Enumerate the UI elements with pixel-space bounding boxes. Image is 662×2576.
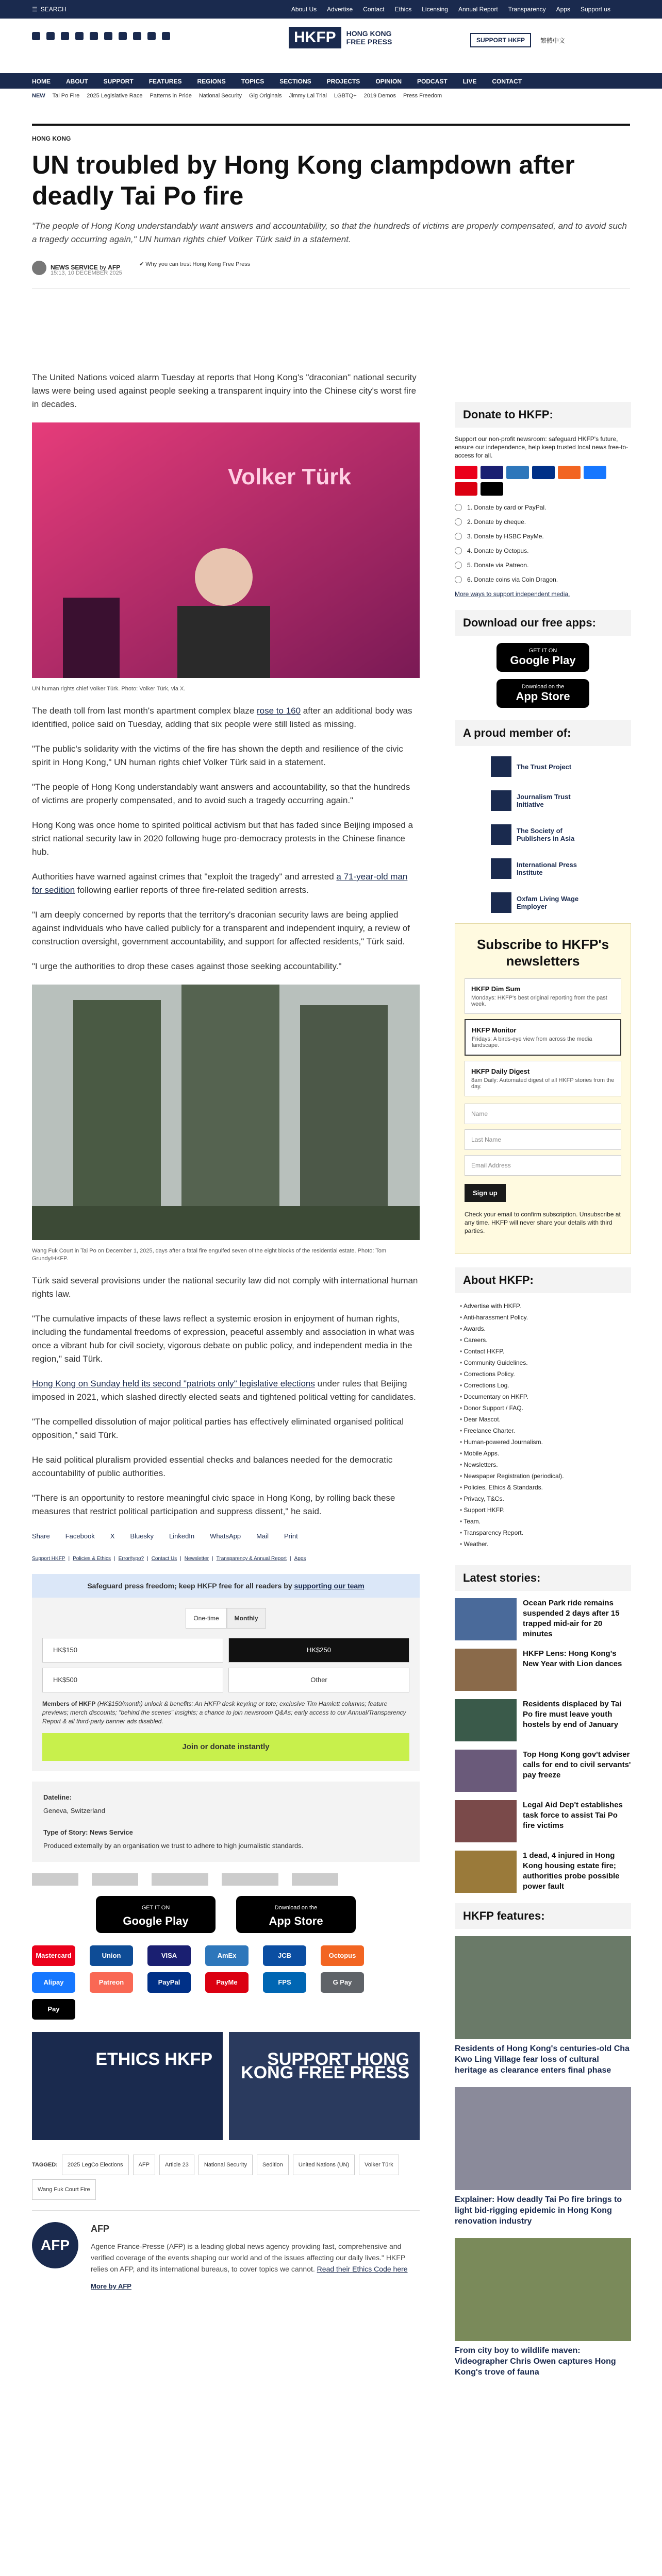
oxfam-logo <box>292 1873 338 1886</box>
latest-story[interactable] <box>455 1598 631 1640</box>
wang-fuk-court-photo <box>32 985 420 1240</box>
payment-logo: AmEx <box>205 1945 249 1966</box>
donate-option[interactable] <box>455 504 631 511</box>
share-link[interactable]: X <box>110 1532 115 1540</box>
paragraph: Hong Kong was once home to spirited political activism but that has faded since Beijing imposed a strict national security law in 2020 following huge pro-democracy protests in the Chinese finance hub. <box>32 820 413 857</box>
nav-item[interactable]: ABOUT <box>66 78 88 85</box>
dateline-value: Geneva, Switzerland <box>43 1807 105 1815</box>
footer-link: | <box>290 1556 291 1562</box>
tag-link[interactable]: Sedition <box>257 2155 289 2175</box>
tag-link[interactable]: Article 23 <box>159 2155 194 2175</box>
footer-link[interactable]: Apps <box>294 1556 306 1562</box>
paragraph: Hong Kong on Sunday held its second "patriots only" legislative elections under rules that Beijing imposed in 2021, which slashed directly elected seats and tightened political vetting for candidates. <box>32 1379 416 1402</box>
tag-link[interactable]: 2025 LegCo Elections <box>62 2155 129 2175</box>
feature-title: Residents of Hong Kong's centuries-old Cha Kwo Ling Village fear loss of cultural heritage as clearance enters final phase <box>455 2044 630 2075</box>
member-logo-icon <box>491 790 511 811</box>
payment-logo: PayPal <box>147 1972 191 1993</box>
bluesky-icon[interactable] <box>147 32 156 40</box>
about-link[interactable]: • Mobile Apps. <box>460 1448 631 1459</box>
rss-icon[interactable] <box>162 32 170 40</box>
top-link[interactable]: Annual Report <box>458 6 498 13</box>
death-toll-link[interactable]: rose to 160 <box>257 706 301 716</box>
newsletter-desc: Mondays: HKFP's best original reporting from the past week. <box>471 995 607 1007</box>
footer-link: | <box>114 1556 115 1562</box>
member-logo[interactable] <box>491 753 595 780</box>
nav-item[interactable]: LIVE <box>462 78 477 85</box>
footer-link[interactable]: Error/typo? <box>118 1556 144 1562</box>
sopa-logo <box>152 1873 208 1886</box>
feature-title: From city boy to wildlife maven: Videographer Chris Owen captures Hong Kong's trove of fauna <box>455 2346 616 2377</box>
features-heading: HKFP features: <box>455 1903 631 1929</box>
jti-logo <box>92 1873 138 1886</box>
newsletter-name: HKFP Dim Sum <box>471 985 521 993</box>
paragraph: "The people of Hong Kong understandably want answers and accountability, so that the hundreds of victims are properly compensated, and to avoid such a tragedy occurring again." <box>32 782 410 805</box>
donate-option-label: 5. Donate via Patreon. <box>467 562 529 569</box>
story-thumbnail <box>455 1649 517 1691</box>
newsletter-option[interactable] <box>465 1061 621 1096</box>
nav-item[interactable]: SECTIONS <box>279 78 311 85</box>
story-title: 1 dead, 4 injured in Hong Kong housing estate fire; authorities probe possible power fault <box>523 1851 620 1891</box>
story-type: Type of Story: News Service <box>43 1828 133 1836</box>
newsletter-note: Check your email to confirm subscription. Unsubscribe at any time. HKFP will never share your details with third parties. <box>465 1211 621 1234</box>
payment-logo: Patreon <box>90 1972 133 1993</box>
donate-banner: Safeguard press freedom; keep HKFP free for all readers by supporting our team <box>32 1574 420 1598</box>
subnav-item[interactable]: Press Freedom <box>403 93 442 99</box>
member-logo[interactable] <box>491 889 595 916</box>
top-bar <box>0 0 662 19</box>
share-link[interactable]: Bluesky <box>130 1532 154 1540</box>
main-nav <box>0 73 662 89</box>
paypal-icon <box>532 466 555 479</box>
amount-option[interactable]: HK$150 <box>42 1638 223 1663</box>
email-input[interactable]: Email Address <box>465 1155 621 1176</box>
agency-link[interactable]: AFP <box>108 264 121 272</box>
trust-project-logo <box>32 1873 78 1886</box>
member-name: Oxfam Living Wage Employer <box>517 895 579 910</box>
footer-link: | <box>68 1556 70 1562</box>
about-link[interactable]: • Dear Mascot. <box>460 1414 631 1425</box>
tags: TAGGED: 2025 LegCo Elections AFP Article 23 National Security Sedition United Nations (UN) Volker Türk Wang Fuk Court Fire <box>32 2155 420 2200</box>
about-link[interactable]: • Contact HKFP. <box>460 1346 631 1357</box>
donate-option-label: 3. Donate by HSBC PayMe. <box>467 533 544 540</box>
story-title: HKFP Lens: Hong Kong's New Year with Lion dances <box>523 1649 622 1668</box>
newsletter-desc: Fridays: A birds-eye view from across the media landscape. <box>472 1036 592 1048</box>
nav-item[interactable]: FEATURES <box>148 78 182 85</box>
language-link[interactable]: 繁體中文 <box>540 37 566 44</box>
about-link[interactable]: • Corrections Policy. <box>460 1368 631 1380</box>
member-logos <box>455 753 631 916</box>
paragraph: "There is an opportunity to restore meaningful civic space in Hong Kong, by rolling back these measures that restrict political participation and suppress dissent," he said. <box>32 1493 395 1516</box>
member-heading: A proud member of: <box>455 720 631 746</box>
amount-options <box>42 1638 409 1692</box>
section-kicker[interactable]: HONG KONG <box>32 135 71 142</box>
payment-logo: G Pay <box>321 1972 364 1993</box>
linkedin-icon[interactable] <box>104 32 112 40</box>
tag-link[interactable]: Wang Fuk Court Fire <box>32 2179 96 2200</box>
about-link[interactable]: • Documentary on HKFP. <box>460 1391 631 1402</box>
signup-button[interactable]: Sign up <box>465 1184 506 1202</box>
top-link[interactable]: Apps <box>556 6 570 13</box>
search-icon: ☰ <box>32 6 38 13</box>
about-link[interactable]: • Team. <box>460 1516 631 1527</box>
footer-link[interactable]: Transparency & Annual Report <box>216 1556 287 1562</box>
share-link[interactable]: Print <box>284 1532 298 1540</box>
top-links <box>291 6 610 13</box>
donate-options <box>455 504 631 583</box>
nav-item[interactable]: PODCAST <box>417 78 448 85</box>
name-input[interactable]: Name <box>465 1104 621 1124</box>
member-logo[interactable] <box>491 787 595 814</box>
byline: NEWS SERVICE by AFP 15:13, 10 DECEMBER 2025 <box>32 261 120 275</box>
payment-logo: Octopus <box>321 1945 364 1966</box>
about-link[interactable]: • Freelance Charter. <box>460 1425 631 1436</box>
about-heading: About HKFP: <box>455 1267 631 1293</box>
more-by-author-link[interactable]: More by AFP <box>91 2282 131 2290</box>
google-play-badge[interactable]: GET IT ON Google Play <box>496 643 589 672</box>
story-type-desc: Produced externally by an organisation we trust to adhere to high journalistic standards. <box>43 1842 304 1850</box>
member-logo[interactable] <box>491 821 595 848</box>
about-link[interactable]: • Privacy, T&Cs. <box>460 1493 631 1504</box>
article-image-volker-turk <box>32 422 420 682</box>
member-name: Journalism Trust Initiative <box>517 793 571 808</box>
latest-stories <box>455 1598 631 1893</box>
about-link[interactable]: • Support HKFP. <box>460 1504 631 1516</box>
donate-option-label: 2. Donate by cheque. <box>467 518 526 526</box>
tag-link[interactable]: Volker Türk <box>359 2155 399 2175</box>
search-button[interactable]: ☰ SEARCH <box>32 6 67 13</box>
subnav-item[interactable]: Jimmy Lai Trial <box>289 93 327 99</box>
author-avatar <box>32 261 46 275</box>
latest-story[interactable] <box>455 1649 631 1691</box>
about-link[interactable]: • Donor Support / FAQ. <box>460 1402 631 1414</box>
subnav-item[interactable]: 2025 Legislative Race <box>87 93 143 99</box>
frequency-toggle <box>42 1608 409 1629</box>
promo-videos <box>32 2032 420 2140</box>
latest-story[interactable] <box>455 1750 631 1792</box>
newsletter-option[interactable] <box>465 978 621 1014</box>
dateline-box: Dateline: Geneva, Switzerland Type of Story: News Service Produced externally by an organisation we trust to adhere to high journalistic standards. <box>32 1782 420 1862</box>
paragraph: "The compelled dissolution of major political parties has effectively eliminated organised political opposition," said Türk. <box>32 1417 404 1440</box>
visa-icon <box>481 466 503 479</box>
radio-icon <box>455 533 462 540</box>
paragraph: "The cumulative impacts of these laws reflect a systemic erosion in enjoyment of human rights, including the fundamental freedoms of expression, peaceful assembly and association in what was once a vibrant hub for civil society, vigorous debate on public policy, and independent media in the region," said Türk. <box>32 1314 415 1364</box>
footer-link[interactable]: Policies & Ethics <box>73 1556 111 1562</box>
support-team-link[interactable]: supporting our team <box>294 1582 365 1590</box>
newsletter-desc: 8am Daily: Automated digest of all HKFP stories from the day. <box>471 1077 615 1090</box>
top-link[interactable]: Support us <box>580 6 610 13</box>
more-ways-link[interactable]: More ways to support independent media. <box>455 590 570 598</box>
top-link[interactable]: About Us <box>291 6 317 13</box>
radio-icon <box>455 518 462 526</box>
feature-thumbnail <box>455 2238 631 2341</box>
share-link[interactable]: Facebook <box>65 1532 95 1540</box>
top-link[interactable]: Transparency <box>508 6 546 13</box>
paragraph: Authorities have warned against crimes that "exploit the tragedy" and arrested a 71-year-old man for sedition following earlier reports of three fire-related sedition arrests. <box>32 872 408 895</box>
payment-logo: Pay <box>32 1999 75 2020</box>
paragraph: He said political pluralism provided essential checks and balances needed for the democratic accountability of public authorities. <box>32 1455 393 1478</box>
support-hkfp-button[interactable]: SUPPORT HKFP <box>470 33 531 47</box>
about-link[interactable]: • Newsletters. <box>460 1459 631 1470</box>
story-thumbnail <box>455 1851 517 1893</box>
image-caption: Wang Fuk Court in Tai Po on December 1, 2025, days after a fatal fire engulfed seven of the eight blocks of the residential estate. Photo: Tom Grundy/HKFP. <box>32 1248 387 1262</box>
payme-icon <box>455 482 477 496</box>
nav-item[interactable]: OPINION <box>375 78 402 85</box>
nav-item[interactable]: TOPICS <box>241 78 264 85</box>
feature-thumbnail <box>455 1936 631 2039</box>
latest-story[interactable] <box>455 1699 631 1741</box>
latest-story[interactable] <box>455 1800 631 1842</box>
ethics-code-link[interactable]: Read their Ethics Code here <box>317 2265 408 2273</box>
footer-link[interactable]: Contact Us <box>151 1556 177 1562</box>
radio-icon <box>455 504 462 511</box>
about-link[interactable]: • Anti-harassment Policy. <box>460 1312 631 1323</box>
app-store-badge[interactable]: Download on the App Store <box>496 679 589 708</box>
member-name: The Trust Project <box>517 762 572 771</box>
radio-icon <box>455 576 462 583</box>
newsletter-signup <box>455 923 631 1254</box>
story-title: Legal Aid Dep't establishes task force to assist Tai Po fire victims <box>523 1801 623 1830</box>
site-logo[interactable]: HKFP HONG KONG FREE PRESS <box>289 27 392 48</box>
footer-link: | <box>212 1556 213 1562</box>
member-logo-icon <box>491 892 511 913</box>
payment-methods <box>32 1945 420 2020</box>
footer-link: | <box>147 1556 148 1562</box>
newsletter-option[interactable] <box>465 1019 621 1056</box>
donate-option[interactable] <box>455 518 631 526</box>
sidebar <box>455 402 631 2389</box>
story-title: Residents displaced by Tai Po fire must leave youth hostels by end of January <box>523 1700 622 1729</box>
donate-option[interactable] <box>455 547 631 554</box>
donate-option[interactable] <box>455 562 631 569</box>
photo-backdrop-text: Volker Türk <box>228 464 351 489</box>
member-logo-icon <box>491 756 511 777</box>
last-name-input[interactable]: Last Name <box>465 1129 621 1150</box>
nav-item[interactable]: CONTACT <box>492 78 522 85</box>
youtube-icon[interactable] <box>90 32 98 40</box>
one-time-tab[interactable]: One-time <box>186 1608 226 1629</box>
sidebar-pay-logos <box>455 466 631 496</box>
subnav-item[interactable]: National Security <box>198 93 242 99</box>
ethics-promo[interactable]: ETHICS HKFP <box>32 2032 223 2140</box>
about-link[interactable]: • Corrections Log. <box>460 1380 631 1391</box>
donate-text: Support our non-profit newsroom: safeguard HKFP's future, ensure our independence, help keep trusted local news free-to-access for all. <box>455 435 628 459</box>
alipay-icon <box>584 466 606 479</box>
payment-logo: PayMe <box>205 1972 249 1993</box>
paragraph: The death toll from last month's apartment complex blaze rose to 160 after an additional body was identified, police said on Tuesday, adding that six people were still listed as missing. <box>32 706 412 729</box>
image-caption: UN human rights chief Volker Türk. Photo: Volker Türk, via X. <box>32 686 186 692</box>
why-trust-link[interactable]: ✔ Why you can trust Hong Kong Free Press <box>139 261 251 267</box>
subnav-item[interactable]: 2019 Demos <box>363 93 396 99</box>
member-logo-icon <box>491 858 511 879</box>
story-title: Top Hong Kong gov't adviser calls for end to civil servants' pay freeze <box>523 1750 631 1780</box>
donate-option-label: 1. Donate by card or PayPal. <box>467 504 547 511</box>
story-thumbnail <box>455 1598 517 1640</box>
payment-logo: Union <box>90 1945 133 1966</box>
donate-heading: Donate to HKFP: <box>455 402 631 428</box>
octopus-icon <box>558 466 581 479</box>
newsletter-title: Subscribe to HKFP's newsletters <box>476 937 609 969</box>
newsletter-name: HKFP Monitor <box>472 1026 517 1034</box>
subnav-item[interactable]: Patterns in Pride <box>150 93 192 99</box>
newsletter-name: HKFP Daily Digest <box>471 1067 530 1075</box>
share-link[interactable]: WhatsApp <box>210 1532 241 1540</box>
latest-story[interactable] <box>455 1851 631 1893</box>
member-name: International Press Institute <box>517 861 577 876</box>
about-link[interactable]: • Awards. <box>460 1323 631 1334</box>
footer-link: | <box>180 1556 181 1562</box>
author-bio: Agence France-Presse (AFP) is a leading global news agency providing fast, comprehensive and verified coverage of the events shaping our world and of the issues affecting our daily lives." HKFP relies on AFP, and its international bureaus, to cover topics we cannot. Read their Ethics Code here <box>91 2242 408 2273</box>
donate-option[interactable] <box>455 533 631 540</box>
paragraph: "The public's solidarity with the victims of the fire has shown the depth and resilience of the civic spirit in Hong Kong," UN human rights chief Volker Türk said in a statement. <box>32 744 403 767</box>
article-headline: UN troubled by Hong Kong clampdown after deadly Tai Po fire <box>32 150 575 210</box>
author-name[interactable]: AFP <box>91 2224 109 2234</box>
google-play-badge[interactable]: GET IT ON Google Play <box>96 1896 216 1933</box>
article-body <box>32 371 420 2293</box>
top-link[interactable]: Ethics <box>394 6 412 13</box>
apps-heading: Download our free apps: <box>455 610 631 636</box>
top-link[interactable]: Contact <box>363 6 385 13</box>
donate-option[interactable] <box>455 576 631 583</box>
nav-item[interactable]: PROJECTS <box>326 78 360 85</box>
newsletter-options <box>465 978 621 1096</box>
paragraph: "I am deeply concerned by reports that the territory's draconian security laws are being applied against individuals who have called publicly for a transparent and independent inquiry, a review of construction oversight, government accountability, and support for affected residents," Türk said. <box>32 910 410 946</box>
article-standfirst: "The people of Hong Kong understandably want answers and accountability, so that the hundreds of victims are properly compensated, and to avoid such a tragedy occurring again," UN human rights chief Volker Türk said in a statement. <box>32 221 627 244</box>
support-promo[interactable]: SUPPORT HONG KONG FREE PRESS <box>229 2032 420 2140</box>
feature-thumbnail <box>455 2087 631 2190</box>
author-link[interactable]: NEWS SERVICE <box>51 264 98 272</box>
threads-icon[interactable] <box>75 32 84 40</box>
tag-link[interactable]: National Security <box>198 2155 253 2175</box>
top-link[interactable]: Licensing <box>422 6 448 13</box>
about-link[interactable]: • Transparency Report. <box>460 1527 631 1538</box>
about-links <box>455 1300 631 1550</box>
radio-icon <box>455 547 462 554</box>
amount-option-selected[interactable]: HK$250 <box>228 1638 409 1663</box>
top-link[interactable]: Advertise <box>327 6 353 13</box>
ipi-logo <box>222 1873 278 1886</box>
subnav-item[interactable]: LGBTQ+ <box>334 93 357 99</box>
nav-item[interactable]: HOME <box>32 78 51 85</box>
paragraph: Türk said several provisions under the national security law did not comply with international human rights law. <box>32 1276 418 1299</box>
footer-link[interactable]: Newsletter <box>184 1556 209 1562</box>
about-link[interactable]: • Newspaper Registration (periodical). <box>460 1470 631 1482</box>
share-link[interactable]: Mail <box>256 1532 269 1540</box>
facebook-icon[interactable] <box>32 32 40 40</box>
tag-link[interactable]: AFP <box>133 2155 155 2175</box>
about-link[interactable]: • Human-powered Journalism. <box>460 1436 631 1448</box>
feature-story[interactable] <box>455 1936 631 2076</box>
payment-logo: JCB <box>263 1945 306 1966</box>
volker-turk-photo <box>32 422 420 678</box>
article-image-wang-fuk-court <box>32 985 420 1244</box>
mastercard-icon <box>455 466 477 479</box>
logo-line1: HONG KONG <box>346 29 392 38</box>
latest-heading: Latest stories: <box>455 1565 631 1591</box>
payment-logo: VISA <box>147 1945 191 1966</box>
member-logo-icon <box>491 824 511 845</box>
tag-link[interactable]: United Nations (UN) <box>293 2155 355 2175</box>
amount-option[interactable]: HK$500 <box>42 1668 223 1692</box>
paragraph: "I urge the authorities to drop these cases against those seeking accountability." <box>32 961 342 971</box>
telegram-icon[interactable] <box>119 32 127 40</box>
whatsapp-icon[interactable] <box>133 32 141 40</box>
feature-story[interactable] <box>455 2238 631 2378</box>
join-donate-button[interactable]: Join or donate instantly <box>42 1733 409 1761</box>
share-bar <box>32 1530 420 1543</box>
donate-widget <box>32 1574 420 1771</box>
donate-option-label: 6. Donate coins via Coin Dragon. <box>467 576 558 583</box>
member-logo[interactable] <box>491 855 595 882</box>
footer-link[interactable]: Support HKFP <box>32 1556 65 1562</box>
about-link[interactable]: • Careers. <box>460 1334 631 1346</box>
about-link[interactable]: • Advertise with HKFP. <box>460 1300 631 1312</box>
paragraph: The United Nations voiced alarm Tuesday at reports that Hong Kong's "draconian" national security laws were being used against people seeking a transparent inquiry into the Chinese city's worst fire in decades. <box>32 372 417 409</box>
feature-stories <box>455 1936 631 2378</box>
about-link[interactable]: • Policies, Ethics & Standards. <box>460 1482 631 1493</box>
logo-line2: FREE PRESS <box>346 38 392 46</box>
member-logos-row <box>32 1873 420 1886</box>
app-store-badge[interactable]: Download on the App Store <box>236 1896 356 1933</box>
x-icon[interactable] <box>46 32 55 40</box>
feature-story[interactable] <box>455 2087 631 2227</box>
feature-title: Explainer: How deadly Tai Po fire brings to light bid-rigging epidemic in Hong Kong renovation industry <box>455 2195 622 2226</box>
story-thumbnail <box>455 1750 517 1792</box>
payment-logo: Alipay <box>32 1972 75 1993</box>
app-badges <box>32 1896 420 1933</box>
article-footer-links <box>32 1552 420 1566</box>
sidebar-app-badges <box>455 643 631 708</box>
amount-option-other[interactable]: Other <box>228 1668 409 1692</box>
monthly-tab[interactable]: Monthly <box>227 1608 266 1629</box>
social-icons <box>32 32 170 40</box>
instagram-icon[interactable] <box>61 32 69 40</box>
payment-logo: FPS <box>263 1972 306 1993</box>
story-thumbnail <box>455 1699 517 1741</box>
apple-pay-icon <box>481 482 503 496</box>
elections-link[interactable]: Hong Kong on Sunday held its second "patriots only" legislative elections <box>32 1379 315 1388</box>
subnav-item[interactable]: Gig Originals <box>249 93 282 99</box>
subnav-item[interactable]: Tai Po Fire <box>52 93 80 99</box>
about-link[interactable]: • Community Guidelines. <box>460 1357 631 1368</box>
member-name: The Society of Publishers in Asia <box>517 827 575 842</box>
sub-nav <box>32 93 442 99</box>
new-label: NEW <box>32 93 45 99</box>
nav-item[interactable]: REGIONS <box>197 78 226 85</box>
donate-option-label: 4. Donate by Octopus. <box>467 547 529 554</box>
about-link[interactable]: • Weather. <box>460 1538 631 1550</box>
nav-item[interactable]: SUPPORT <box>103 78 134 85</box>
sedition-link[interactable]: a 71-year-old man for sedition <box>32 872 408 895</box>
story-title: Ocean Park ride remains suspended 2 days after 15 trapped mid-air for 20 minutes <box>523 1599 620 1638</box>
radio-icon <box>455 562 462 569</box>
author-avatar-large: AFP <box>32 2222 78 2268</box>
share-link[interactable]: LinkedIn <box>169 1532 195 1540</box>
author-box <box>32 2210 420 2293</box>
share-link: Share <box>32 1532 50 1540</box>
payment-logo: Mastercard <box>32 1945 75 1966</box>
membership-note: Members of HKFP (HK$150/month) unlock & benefits: An HKFP desk keyring or tote; exclusive Tim Hamlett columns; feature previews; merch discounts; "behind the scenes" insights; a chance to join newsroom Q&As; early access to our Annual/Transparency Report & all third-party banner ads disabled. <box>42 1700 406 1725</box>
story-thumbnail <box>455 1800 517 1842</box>
publish-date: 15:13, 10 DECEMBER 2025 <box>51 270 122 276</box>
amex-icon <box>506 466 529 479</box>
